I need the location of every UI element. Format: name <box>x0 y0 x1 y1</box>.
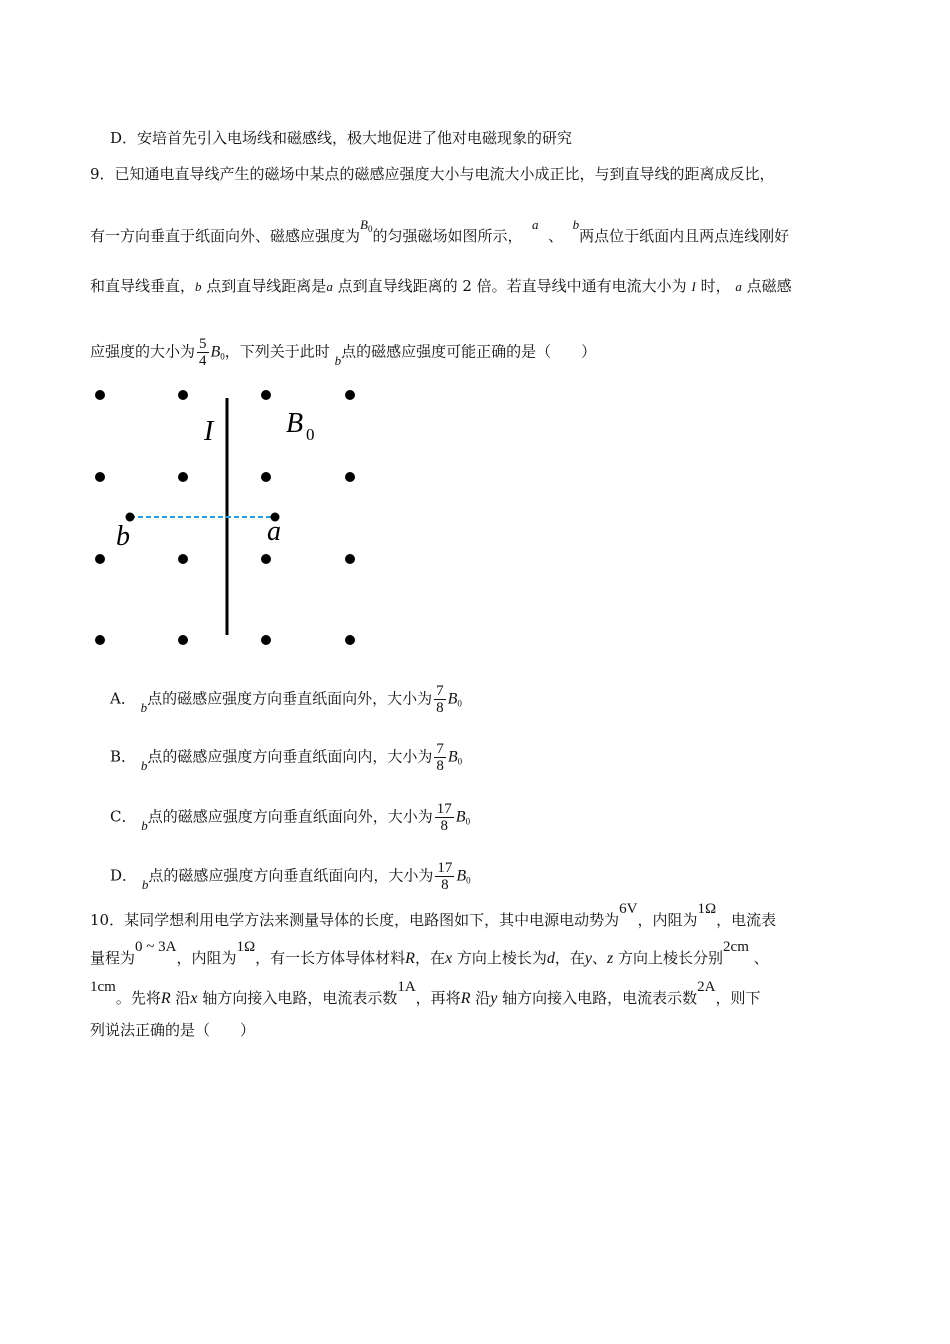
q10-text: 方向上棱长为 <box>456 949 547 967</box>
label-a: a <box>267 516 281 547</box>
q9-line-1: 9．已知通电直导线产生的磁场中某点的磁感应强度大小与电流大小成正比，与到直导线的距离成反比， <box>90 165 775 183</box>
q10-text: 轴方向接入电路，电流表示数 <box>502 989 698 1007</box>
q9-symbol-B0: $B_0$ <box>360 217 373 234</box>
field-dot <box>261 472 271 482</box>
q9-symbol-b: b <box>141 876 149 892</box>
q9-text: 两点位于纸面内且两点连线刚好 <box>579 227 790 245</box>
q10-text: 10．某同学想利用电学方法来测量导体的长度，电路图如下，其中电源电动势为 <box>90 911 620 929</box>
q9-text: 时， <box>700 277 731 295</box>
field-dot <box>178 554 188 564</box>
q9-symbol-B: B <box>455 808 466 826</box>
option-letter: A． <box>110 689 136 708</box>
q10-symbol-x: x <box>190 990 198 1007</box>
field-dot <box>95 472 105 482</box>
label-I: I <box>204 416 214 447</box>
q10-text: ，在 <box>414 949 445 967</box>
q9-option-a[interactable] <box>110 683 462 716</box>
q10-current-1: 1A <box>397 979 416 995</box>
q9-line-3 <box>90 276 792 297</box>
q9-symbol-b: b <box>334 352 342 368</box>
q9-text: 点到直导线距离是 <box>206 277 327 295</box>
q9-line-4 <box>90 336 596 369</box>
q9-option-c[interactable] <box>110 801 470 834</box>
q10-text: 、 <box>753 949 769 967</box>
q9-text: ，下列关于此时 <box>224 342 330 361</box>
field-dot <box>178 390 188 400</box>
field-dot <box>178 635 188 645</box>
option-text: 点的磁感应强度方向垂直纸面向外，大小为 <box>147 807 433 826</box>
q9-option-b[interactable] <box>110 741 462 774</box>
q10-text: ，再将 <box>415 989 461 1007</box>
option-fraction: $\frac{7}{8}$ <box>436 683 444 716</box>
q9-text: 和直导线垂直， <box>90 277 196 295</box>
q9-symbol-B: B <box>456 867 467 885</box>
field-dot <box>261 635 271 645</box>
q9-sub-0: 0 <box>466 875 471 886</box>
q9-symbol-a: a <box>532 217 539 232</box>
q10-text: 沿 <box>175 989 191 1007</box>
q9-symbol-b: b <box>572 217 580 232</box>
option-text: 点的磁感应强度方向垂直纸面向内，大小为 <box>147 747 433 766</box>
q10-line-3 <box>90 979 761 1009</box>
q9-sub-0: 0 <box>220 351 225 362</box>
q9-sub-0: 0 <box>465 816 471 827</box>
q9-text: 的匀强磁场如图所示， <box>372 227 523 245</box>
q10-text: ，在 <box>554 949 585 967</box>
q10-internal-resistance: 1Ω <box>697 901 717 917</box>
q10-symbol-y: y <box>490 990 498 1007</box>
q9-line-2 <box>90 217 790 251</box>
option-letter: D． <box>110 866 138 885</box>
q10-text: ，内阻为 <box>637 911 698 929</box>
field-dot <box>261 554 271 564</box>
q10-current-2: 2A <box>697 979 716 995</box>
option-text: 点的磁感应强度方向垂直纸面向内，大小为 <box>148 866 434 885</box>
q10-symbol-R: R <box>160 990 171 1007</box>
q9-sub-0: 0 <box>457 756 463 767</box>
q9-symbol-B: B <box>447 690 458 708</box>
q10-line-1 <box>90 901 777 931</box>
label-B0: B <box>286 408 304 439</box>
q9-symbol-a: a <box>735 279 742 294</box>
field-dot <box>345 635 355 645</box>
q9-symbol-B: B <box>210 343 221 361</box>
field-dot <box>95 635 105 645</box>
option-letter: C． <box>110 807 137 826</box>
q10-length-z: 1cm <box>90 979 116 995</box>
q10-line-4: 列说法正确的是（ ） <box>90 1021 256 1039</box>
q10-symbol-x: x <box>444 950 453 967</box>
q9-sub-0: 0 <box>457 698 462 709</box>
q9-option-d[interactable] <box>110 860 471 893</box>
q9-text: 点磁感 <box>746 277 792 295</box>
q10-text: 、 <box>591 949 607 967</box>
option-text: 点的磁感应强度方向垂直纸面向外，大小为 <box>147 689 433 708</box>
q8-option-d: D．安培首先引入电场线和磁感线，极大地促进了他对电磁现象的研究 <box>110 129 573 147</box>
q10-text: 轴方向接入电路，电流表示数 <box>202 989 398 1007</box>
q10-text: 量程为 <box>90 949 136 967</box>
q10-text: 方向上棱长分别 <box>618 949 724 967</box>
q9-text: 、 <box>548 227 564 245</box>
field-dot <box>261 390 271 400</box>
figure-svg <box>80 380 380 650</box>
field-dot <box>345 390 355 400</box>
field-dot <box>345 554 355 564</box>
q10-line-2 <box>90 939 769 969</box>
q10-symbol-d: d <box>546 950 555 967</box>
q9-text: 应强度的大小为 <box>90 342 196 361</box>
magnetic-field-figure <box>80 380 380 650</box>
q10-ammeter-resistance: 1Ω <box>236 939 256 955</box>
label-B0-sub: 0 <box>306 425 315 444</box>
option-fraction: $\frac{17}{8}$ <box>436 801 452 834</box>
option-fraction: $\frac{7}{8}$ <box>436 741 444 774</box>
q10-text: ，电流表 <box>716 911 777 929</box>
q10-length-y: 2cm <box>723 939 749 955</box>
q10-emf: 6V <box>619 901 638 917</box>
q9-symbol-b: b <box>195 279 202 294</box>
fraction-5-4: $\frac{5}{4}$ <box>199 336 207 369</box>
q10-symbol-z: z <box>607 950 614 967</box>
q9-symbol-b: b <box>141 817 148 833</box>
q9-symbol-I: I <box>691 279 696 294</box>
q9-text: 点到直导线距离的 2 倍。若直导线中通有电流大小为 <box>337 277 687 295</box>
q10-ammeter-range: 0 ~ 3A <box>135 939 177 955</box>
label-b: b <box>116 521 130 552</box>
field-dot <box>95 390 105 400</box>
q9-symbol-B: B <box>447 748 458 766</box>
field-dot <box>178 472 188 482</box>
option-fraction: $\frac{17}{8}$ <box>437 860 453 893</box>
q9-symbol-b: b <box>140 757 148 773</box>
q10-symbol-R: R <box>405 950 415 967</box>
q10-symbol-R: R <box>460 990 471 1007</box>
field-dot <box>95 554 105 564</box>
q9-symbol-b: b <box>140 699 148 715</box>
q10-text: 。先将 <box>115 989 161 1007</box>
q10-symbol-y: y <box>584 950 592 967</box>
field-dot <box>345 472 355 482</box>
q10-text: ，内阻为 <box>176 949 237 967</box>
option-letter: B． <box>110 747 137 766</box>
q10-text: ，有一长方体导体材料 <box>255 949 406 967</box>
q9-symbol-a: a <box>326 279 333 294</box>
q9-text: 点的磁感应强度可能正确的是（ ） <box>341 342 597 361</box>
q9-text: 有一方向垂直于纸面向外、磁感应强度为 <box>90 227 361 245</box>
q10-text: ，则下 <box>715 989 761 1007</box>
q10-text: 沿 <box>475 989 491 1007</box>
